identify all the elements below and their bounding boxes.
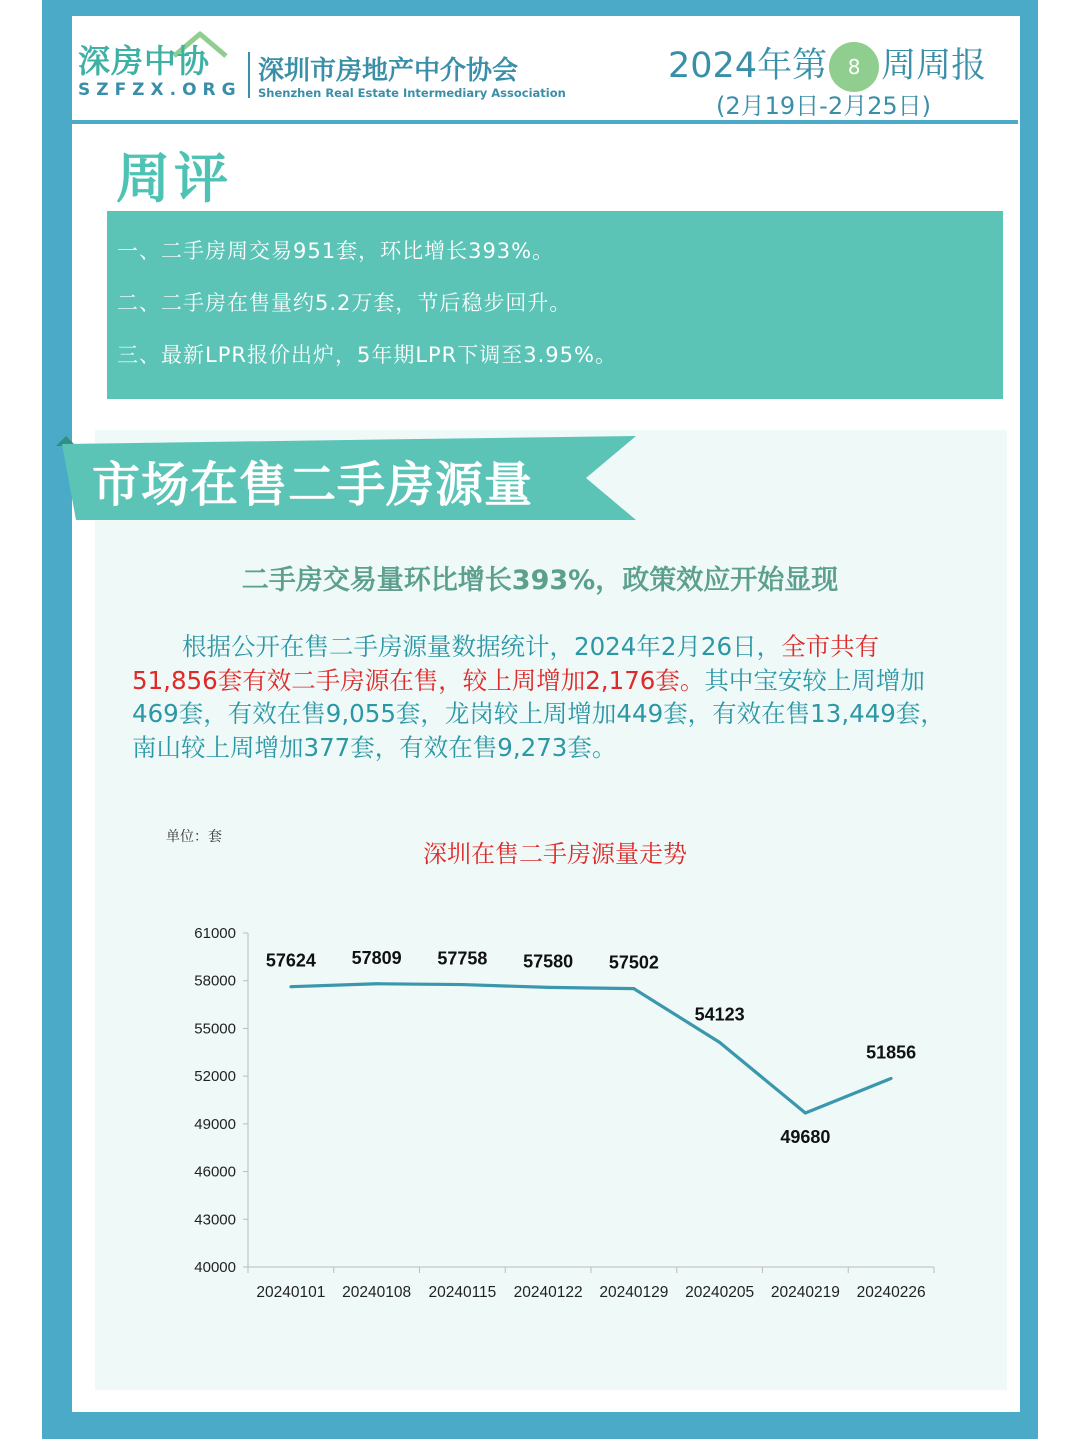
date-range: (2月19日-2月25日) bbox=[716, 92, 932, 120]
data-label: 49680 bbox=[780, 1127, 831, 1148]
data-label: 57502 bbox=[608, 952, 659, 973]
data-point bbox=[632, 987, 635, 990]
y-tick-label: 58000 bbox=[194, 972, 236, 990]
x-tick-label: 20240219 bbox=[770, 1284, 840, 1301]
chart-title: 深圳在售二手房源量走势 bbox=[423, 840, 687, 868]
review-item-3: 三、最新LPR报价出炉，5年期LPR下调至3.95%。 bbox=[117, 343, 617, 367]
series-line bbox=[291, 984, 891, 1113]
review-item-2: 二、二手房在售量约5.2万套，节后稳步回升。 bbox=[117, 291, 572, 315]
y-tick-label: 46000 bbox=[194, 1163, 236, 1181]
logo-chinese: 深房中协 bbox=[78, 42, 211, 80]
x-tick-label: 20240108 bbox=[342, 1284, 412, 1301]
section-headline: 二手房交易量环比增长393%，政策效应开始显现 bbox=[241, 565, 839, 596]
data-point bbox=[289, 985, 292, 988]
review-item-1: 一、二手房周交易951套，环比增长393%。 bbox=[117, 239, 555, 263]
data-point bbox=[804, 1112, 807, 1115]
data-label: 57758 bbox=[437, 948, 488, 969]
x-tick-label: 20240122 bbox=[513, 1284, 583, 1301]
summary-text-1: 根据公开在售二手房源量数据统计，2024年2月26日， bbox=[182, 632, 782, 661]
x-tick-label: 20240129 bbox=[599, 1284, 669, 1301]
section-banner-title: 市场在售二手房源量 bbox=[92, 457, 534, 513]
data-point bbox=[890, 1077, 893, 1080]
logo-domain: SZFZX.ORG bbox=[78, 80, 242, 100]
summary-highlight: 全市共有51,856套有效二手房源在售，较上周增加2,176套。 bbox=[132, 632, 880, 695]
summary-text-2: 其中宝安较上周增加469套，有效在售9,055套，龙岗较上周增加449套，有效在售13,449套，南山较上周增加377套，有效在售9,273套。 bbox=[132, 665, 945, 762]
y-tick-label: 52000 bbox=[194, 1068, 236, 1086]
data-point bbox=[718, 1041, 721, 1044]
org-name-english: Shenzhen Real Estate Intermediary Association bbox=[258, 86, 566, 100]
data-label: 57809 bbox=[351, 947, 402, 968]
data-label: 51856 bbox=[866, 1042, 917, 1063]
y-tick-label: 55000 bbox=[194, 1020, 236, 1038]
data-label: 57580 bbox=[523, 951, 574, 972]
data-label: 57624 bbox=[265, 950, 316, 971]
chart-unit-label: 单位：套 bbox=[166, 829, 222, 845]
data-label: 54123 bbox=[694, 1004, 745, 1025]
issue-suffix: 周周报 bbox=[881, 46, 987, 86]
y-tick-label: 43000 bbox=[194, 1211, 236, 1229]
data-point bbox=[547, 986, 550, 989]
data-point bbox=[461, 983, 464, 986]
org-name-chinese: 深圳市房地产中介协会 bbox=[258, 56, 519, 86]
y-tick-label: 61000 bbox=[194, 925, 236, 942]
y-tick-label: 40000 bbox=[194, 1259, 236, 1276]
x-tick-label: 20240205 bbox=[685, 1284, 755, 1301]
y-tick-label: 49000 bbox=[194, 1115, 236, 1133]
issue-number-badge: 8 bbox=[829, 42, 879, 92]
issue-prefix: 2024年第 bbox=[668, 46, 828, 86]
x-tick-label: 20240226 bbox=[856, 1284, 926, 1301]
x-tick-label: 20240115 bbox=[428, 1284, 497, 1301]
data-point bbox=[375, 982, 378, 985]
review-title: 周评 bbox=[116, 147, 232, 210]
x-tick-label: 20240101 bbox=[256, 1284, 326, 1301]
